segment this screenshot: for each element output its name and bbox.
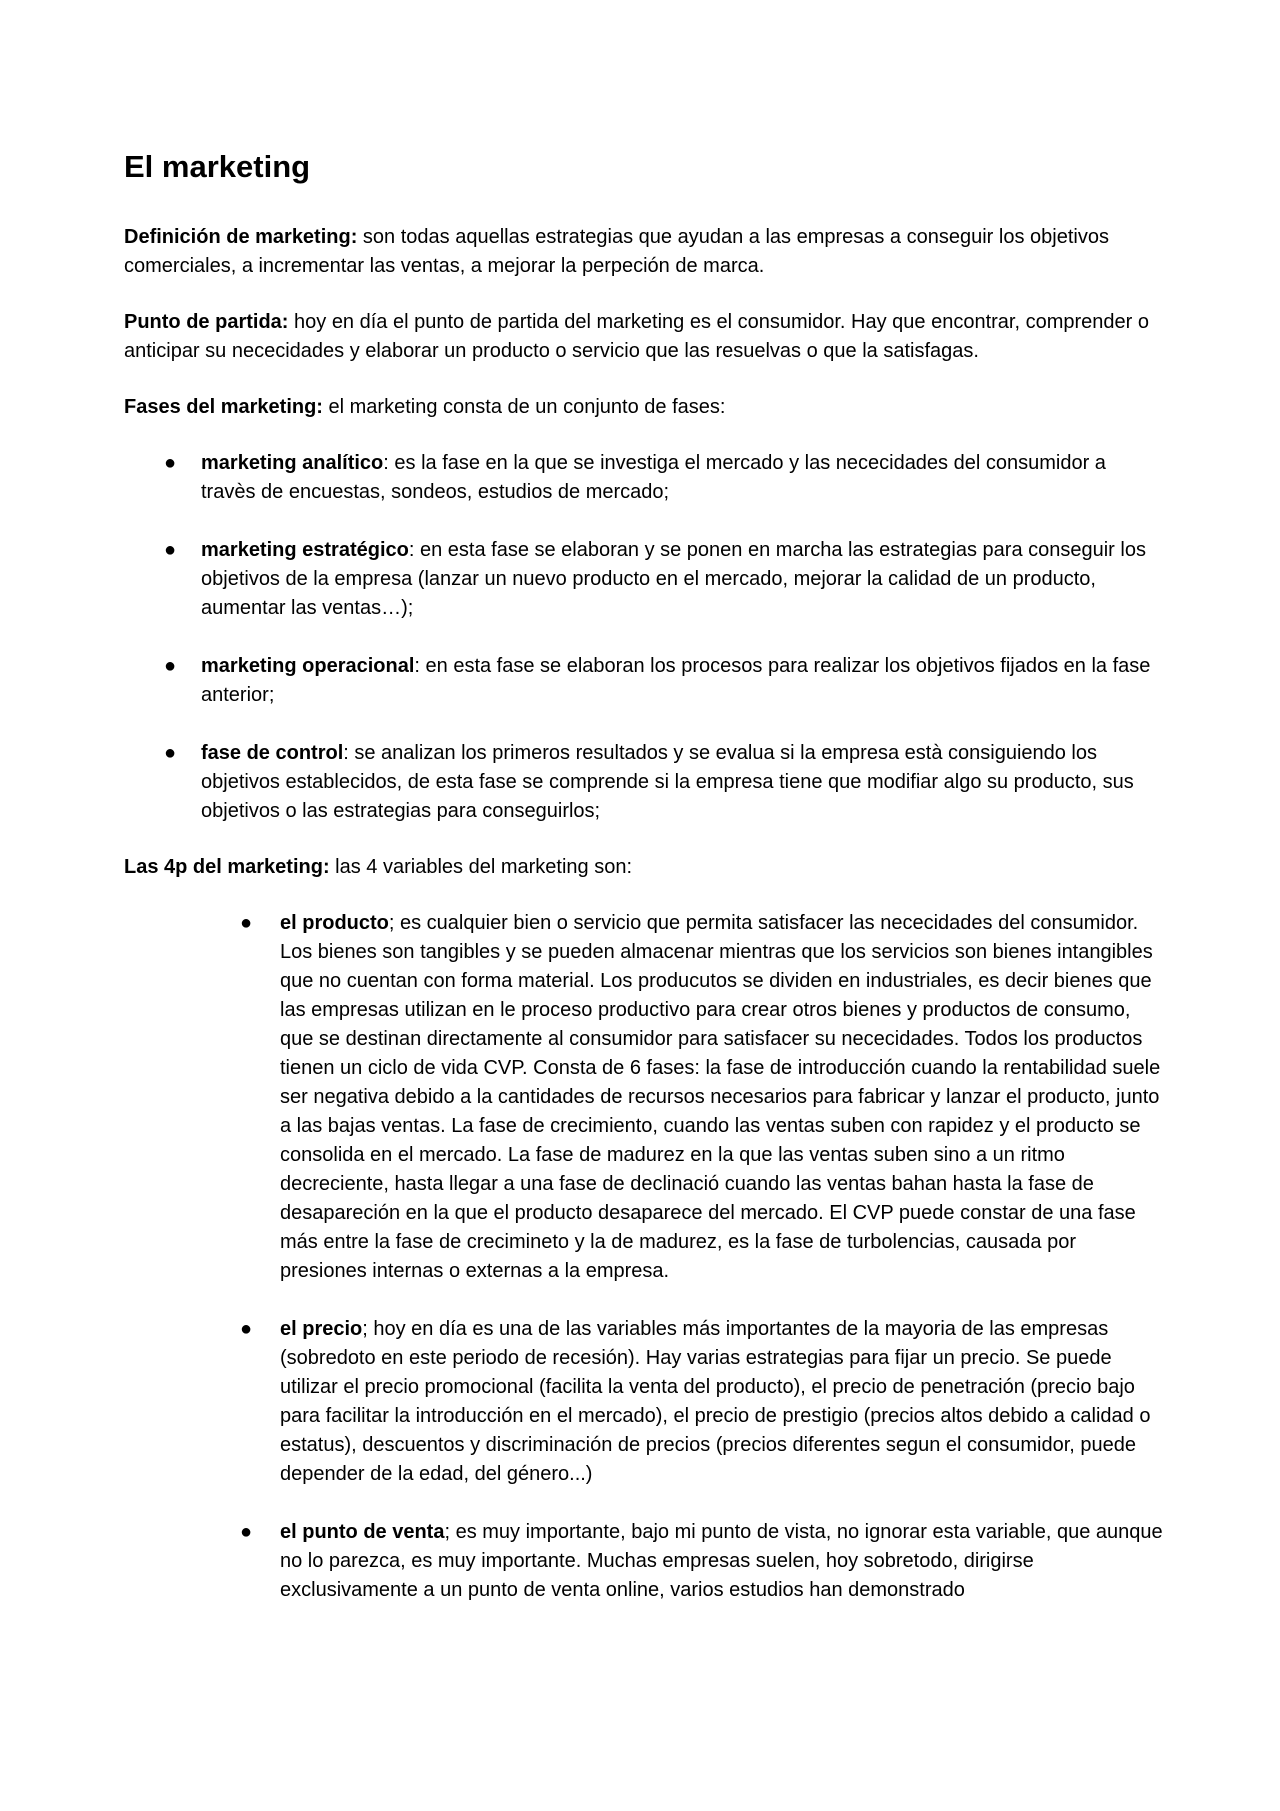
list-item-text: ; es cualquier bien o servicio que permita satisfacer las nececidades del consumidor. Los bienes son tangibles y se pueden almacenar mientras que los servicios son bienes intangibles que no cuentan con forma material. Los producutos se dividen en industriales, es decir bienes que las empresas utilizan en le proceso productivo para crear otros bienes y productos de consumo, que se destinan directamente al consumidor para satisfacer su nececidades. Todos los productos tienen un ciclo de vida CVP. Consta de 6 fases: la fase de introducción cuando la rentabilidad suele ser negativa debido a la cantidades de recursos necesarios para fabricar y lanzar el producto, junto a las bajas ventas. La fase de crecimiento, cuando las ventas suben con rapidez y el producto se consolida en el mercado. La fase de madurez en la que las ventas suben sino a un ritmo decreciente, hasta llegar a una fase de declinació cuando las ventas bahan hasta la fase de desapareción en la que el producto desaparece del mercado. El CVP puede constar de una fase más entre la fase de crecimineto y la de madurez, es la fase de turbolencias, causada por presiones internas o externas a la empresa. [280, 912, 1161, 1283]
four-p-text: las 4 variables del marketing son: [329, 856, 632, 879]
starting-point-paragraph [124, 308, 1164, 366]
four-p-label: Las 4p del marketing: [124, 856, 330, 879]
page-title: El marketing [124, 149, 311, 184]
list-item-term: marketing analítico [201, 452, 384, 475]
list-item-text: : en esta fase se elaboran y se ponen en marcha las estrategias para conseguir los objetivos de la empresa (lanzar un nuevo producto en el mercado, mejorar la calidad de un producto, aumentar las ventas…); [201, 539, 1146, 620]
list-item [124, 739, 1164, 826]
starting-point-label: Punto de partida: [124, 311, 289, 334]
bullet-icon: ● [164, 539, 177, 562]
list-item-text: ; hoy en día es una de las variables más importantes de la mayoria de las empresas (sobredoto en este periodo de recesión). Hay varias estrategias para fijar un precio. Se puede utilizar el precio promocional (facilita la venta del producto), el precio de penetración (precio bajo para facilitar la introducción en el mercado), el precio de prestigio (precios altos debido a calidad o estatus), descuentos y discriminación de precios (precios diferentes segun el consumidor, puede depender de la edad, del género...) [280, 1318, 1151, 1486]
list-item-term: fase de control [201, 742, 344, 765]
list-item-term: el producto [280, 912, 389, 935]
list-item-text: : se analizan los primeros resultados y se evalua si la empresa està consiguiendo los objetivos establecidos, de esta fase se comprende si la empresa tiene que modifiar algo su producto, sus objetivos o las estrategias para conseguirlos; [201, 742, 1134, 823]
definition-paragraph [124, 223, 1164, 281]
phases-list [124, 449, 1164, 826]
phases-label: Fases del marketing: [124, 396, 323, 419]
list-item-text: : en esta fase se elaboran los procesos para realizar los objetivos fijados en la fase anterior; [201, 655, 1151, 707]
list-item-term: el punto de venta [280, 1521, 445, 1544]
list-item-term: marketing operacional [201, 655, 415, 678]
document-page [124, 148, 1164, 1634]
list-item-text: ; es muy importante, bajo mi punto de vista, no ignorar esta variable, que aunque no lo parezca, es muy importante. Muchas empresas suelen, hoy sobretodo, dirigirse exclusivamente a un punto de venta online, varios estudios han demonstrado [280, 1521, 1163, 1602]
four-p-paragraph [124, 853, 1164, 882]
list-item-term: el precio [280, 1318, 363, 1341]
starting-point-text: hoy en día el punto de partida del marketing es el consumidor. Hay que encontrar, comprender o anticipar su nececidades y elaborar un producto o servicio que las resuelvas o que la satisfagas. [124, 311, 1149, 363]
bullet-icon: ● [164, 742, 177, 765]
list-item-text: : es la fase en la que se investiga el mercado y las nececidades del consumidor a travès de encuestas, sondeos, estudios de mercado; [201, 452, 1106, 504]
bullet-icon: ● [240, 1521, 253, 1544]
definition-label: Definición de marketing: [124, 226, 358, 249]
bullet-icon: ● [240, 912, 253, 935]
bullet-icon: ● [164, 452, 177, 475]
bullet-icon: ● [164, 655, 177, 678]
phases-paragraph [124, 393, 1164, 422]
list-item [124, 1315, 1164, 1489]
list-item [124, 652, 1164, 710]
definition-text: son todas aquellas estrategias que ayudan a las empresas a conseguir los objetivos comerciales, a incrementar las ventas, a mejorar la perpeción de marca. [124, 226, 1109, 278]
list-item [124, 536, 1164, 623]
list-item [124, 1518, 1164, 1605]
bullet-icon: ● [240, 1318, 253, 1341]
phases-text: el marketing consta de un conjunto de fases: [322, 396, 726, 419]
list-item [124, 449, 1164, 507]
four-p-list [124, 909, 1164, 1605]
list-item [124, 909, 1164, 1286]
list-item-term: marketing estratégico [201, 539, 409, 562]
